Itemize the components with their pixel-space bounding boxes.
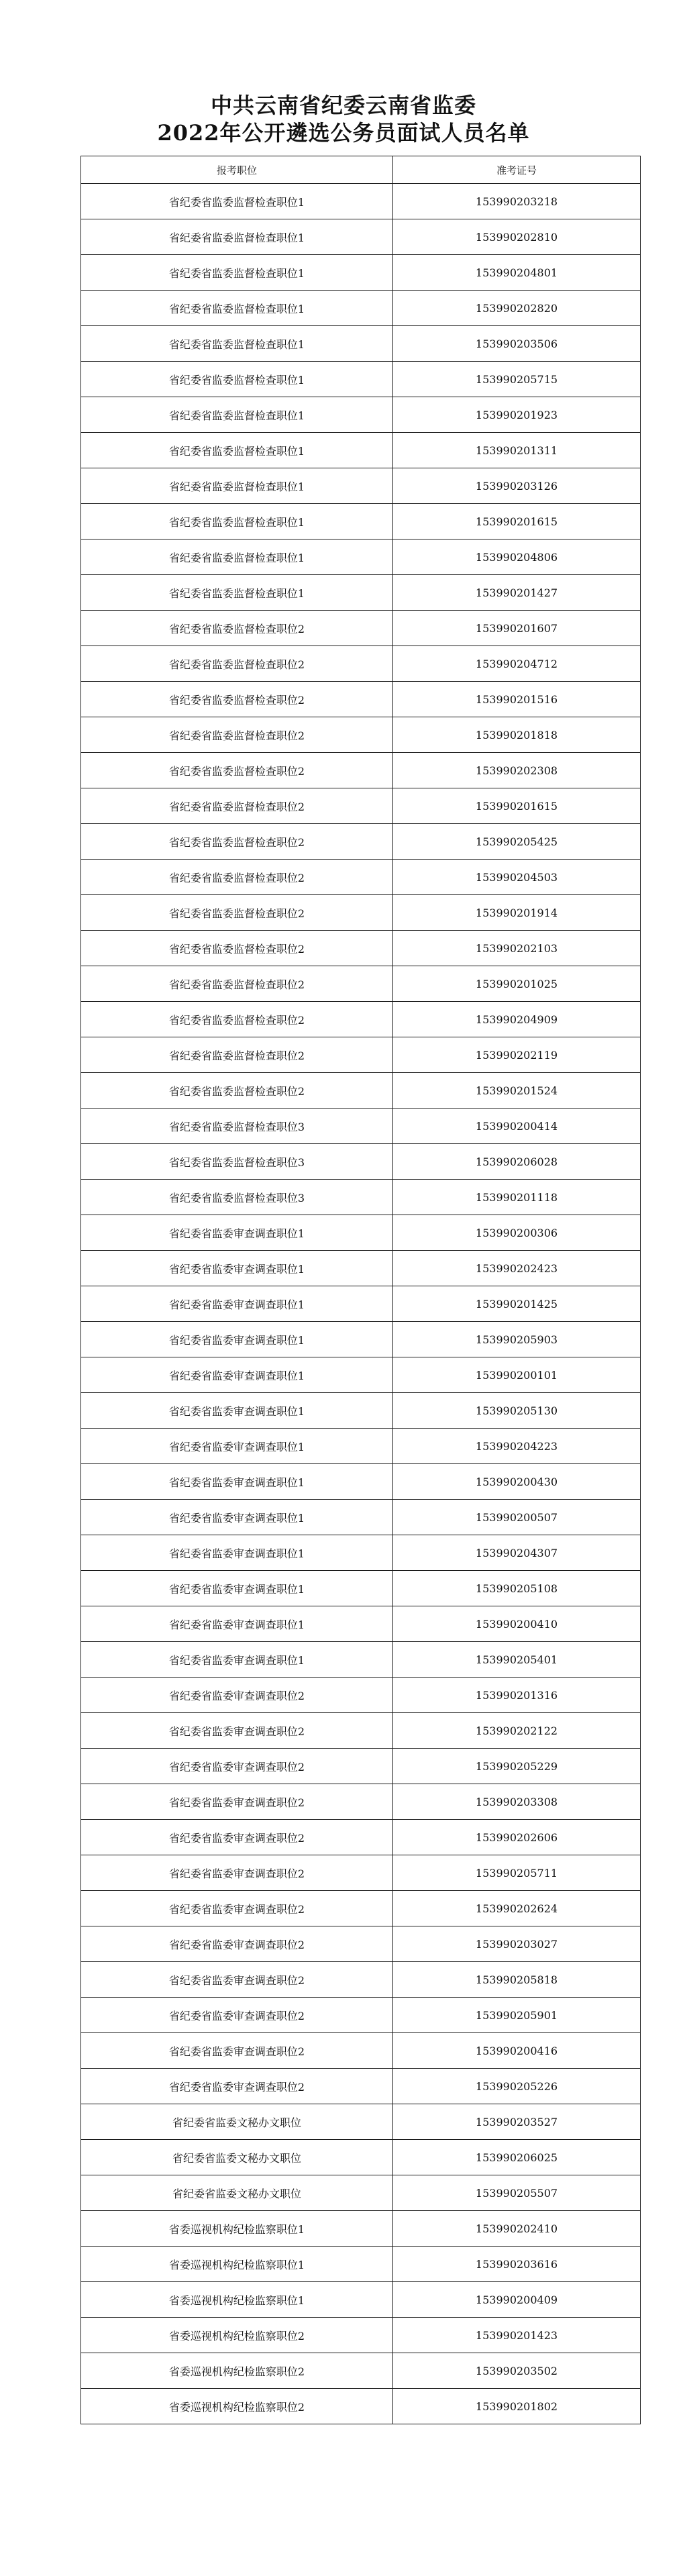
ticket-number-cell: 153990203027 xyxy=(393,1926,641,1962)
ticket-number-cell: 153990202423 xyxy=(393,1251,641,1286)
position-cell: 省纪委省监委监督检查职位3 xyxy=(81,1180,393,1215)
ticket-number-cell: 153990201311 xyxy=(393,433,641,468)
ticket-number-cell: 153990201615 xyxy=(393,504,641,539)
position-cell: 省纪委省监委监督检查职位2 xyxy=(81,1037,393,1073)
ticket-number-cell: 153990201923 xyxy=(393,397,641,433)
position-cell: 省纪委省监委审查调查职位2 xyxy=(81,1713,393,1749)
ticket-number-cell: 153990201802 xyxy=(393,2389,641,2424)
ticket-number-cell: 153990201316 xyxy=(393,1678,641,1713)
table-row xyxy=(81,1820,641,1855)
position-cell: 省纪委省监委监督检查职位2 xyxy=(81,753,393,788)
ticket-number-cell: 153990203506 xyxy=(393,326,641,362)
table-row xyxy=(81,2104,641,2140)
position-cell: 省纪委省监委监督检查职位1 xyxy=(81,362,393,397)
table-row xyxy=(81,2353,641,2389)
position-cell: 省纪委省监委监督检查职位1 xyxy=(81,255,393,291)
table-row xyxy=(81,1251,641,1286)
position-cell: 省纪委省监委监督检查职位2 xyxy=(81,966,393,1002)
table-row xyxy=(81,184,641,219)
table-row xyxy=(81,1571,641,1606)
position-cell: 省纪委省监委监督检查职位1 xyxy=(81,397,393,433)
position-cell: 省纪委省监委审查调查职位2 xyxy=(81,1926,393,1962)
ticket-number-cell: 153990204503 xyxy=(393,860,641,895)
ticket-number-cell: 153990200430 xyxy=(393,1464,641,1500)
ticket-number-cell: 153990201118 xyxy=(393,1180,641,1215)
table-row xyxy=(81,2175,641,2211)
ticket-number-cell: 153990205401 xyxy=(393,1642,641,1678)
table-row xyxy=(81,1073,641,1109)
ticket-number-cell: 153990205715 xyxy=(393,362,641,397)
ticket-number-cell: 153990201607 xyxy=(393,611,641,646)
position-cell: 省纪委省监委审查调查职位2 xyxy=(81,1998,393,2033)
table-row xyxy=(81,2318,641,2353)
position-cell: 省纪委省监委监督检查职位1 xyxy=(81,433,393,468)
table-row xyxy=(81,1429,641,1464)
ticket-number-cell: 153990203502 xyxy=(393,2353,641,2389)
ticket-number-cell: 153990203308 xyxy=(393,1784,641,1820)
table-row xyxy=(81,291,641,326)
table-row xyxy=(81,433,641,468)
ticket-number-cell: 153990204801 xyxy=(393,255,641,291)
table-row xyxy=(81,1855,641,1891)
ticket-number-cell: 153990205425 xyxy=(393,824,641,860)
ticket-number-cell: 153990202122 xyxy=(393,1713,641,1749)
position-cell: 省纪委省监委审查调查职位1 xyxy=(81,1215,393,1251)
ticket-number-cell: 153990200410 xyxy=(393,1606,641,1642)
position-cell: 省纪委省监委监督检查职位2 xyxy=(81,646,393,682)
ticket-number-cell: 153990204223 xyxy=(393,1429,641,1464)
ticket-number-cell: 153990200306 xyxy=(393,1215,641,1251)
table-body xyxy=(81,184,641,2424)
ticket-number-cell: 153990206028 xyxy=(393,1144,641,1180)
position-cell: 省委巡视机构纪检监察职位2 xyxy=(81,2318,393,2353)
table-row xyxy=(81,1322,641,1357)
table-row xyxy=(81,1891,641,1926)
position-cell: 省纪委省监委监督检查职位2 xyxy=(81,788,393,824)
ticket-number-cell: 153990203218 xyxy=(393,184,641,219)
position-cell: 省纪委省监委审查调查职位2 xyxy=(81,1855,393,1891)
table-row xyxy=(81,1144,641,1180)
position-cell: 省纪委省监委监督检查职位2 xyxy=(81,824,393,860)
ticket-number-cell: 153990205226 xyxy=(393,2069,641,2104)
table-row xyxy=(81,1713,641,1749)
table-row xyxy=(81,575,641,611)
ticket-number-cell: 153990205108 xyxy=(393,1571,641,1606)
position-cell: 省纪委省监委监督检查职位1 xyxy=(81,326,393,362)
position-cell: 省纪委省监委监督检查职位1 xyxy=(81,575,393,611)
table-row xyxy=(81,931,641,966)
ticket-number-cell: 153990201818 xyxy=(393,717,641,753)
table-row xyxy=(81,2282,641,2318)
ticket-number-cell: 153990204806 xyxy=(393,539,641,575)
table-row xyxy=(81,1464,641,1500)
table-row xyxy=(81,2069,641,2104)
position-cell: 省纪委省监委审查调查职位1 xyxy=(81,1571,393,1606)
position-cell: 省纪委省监委监督检查职位2 xyxy=(81,1002,393,1037)
table-row xyxy=(81,611,641,646)
ticket-number-cell: 153990202606 xyxy=(393,1820,641,1855)
ticket-number-cell: 153990200101 xyxy=(393,1357,641,1393)
ticket-number-cell: 153990203616 xyxy=(393,2247,641,2282)
ticket-number-cell: 153990205818 xyxy=(393,1962,641,1998)
table-row xyxy=(81,1357,641,1393)
table-row xyxy=(81,788,641,824)
table-row xyxy=(81,2033,641,2069)
position-cell: 省纪委省监委文秘办文职位 xyxy=(81,2104,393,2140)
table-row xyxy=(81,1215,641,1251)
position-cell: 省委巡视机构纪检监察职位2 xyxy=(81,2353,393,2389)
position-cell: 省委巡视机构纪检监察职位2 xyxy=(81,2389,393,2424)
ticket-number-cell: 153990200414 xyxy=(393,1109,641,1144)
position-cell: 省委巡视机构纪检监察职位1 xyxy=(81,2211,393,2247)
ticket-number-cell: 153990201425 xyxy=(393,1286,641,1322)
ticket-number-cell: 153990201524 xyxy=(393,1073,641,1109)
position-cell: 省纪委省监委审查调查职位2 xyxy=(81,1784,393,1820)
position-cell: 省纪委省监委监督检查职位1 xyxy=(81,539,393,575)
table-row xyxy=(81,539,641,575)
ticket-number-cell: 153990202119 xyxy=(393,1037,641,1073)
table-row xyxy=(81,1002,641,1037)
table-row xyxy=(81,717,641,753)
position-cell: 省纪委省监委监督检查职位2 xyxy=(81,1073,393,1109)
page-title-line-1: 中共云南省纪委云南省监委 xyxy=(210,93,476,118)
table-row xyxy=(81,753,641,788)
table-row xyxy=(81,1784,641,1820)
table-row xyxy=(81,1180,641,1215)
ticket-number-cell: 153990205130 xyxy=(393,1393,641,1429)
position-cell: 省纪委省监委审查调查职位2 xyxy=(81,2069,393,2104)
position-cell: 省纪委省监委监督检查职位1 xyxy=(81,291,393,326)
position-cell: 省纪委省监委审查调查职位1 xyxy=(81,1535,393,1571)
ticket-number-cell: 153990205901 xyxy=(393,1998,641,2033)
table-row xyxy=(81,2247,641,2282)
ticket-number-cell: 153990205903 xyxy=(393,1322,641,1357)
table-row xyxy=(81,646,641,682)
position-cell: 省纪委省监委审查调查职位2 xyxy=(81,1749,393,1784)
ticket-number-cell: 153990201025 xyxy=(393,966,641,1002)
table-row xyxy=(81,2389,641,2424)
table-row xyxy=(81,824,641,860)
table-row xyxy=(81,1926,641,1962)
position-cell: 省纪委省监委审查调查职位2 xyxy=(81,1820,393,1855)
column-header-ticket: 准考证号 xyxy=(393,156,641,184)
table-row xyxy=(81,1109,641,1144)
position-cell: 省纪委省监委审查调查职位2 xyxy=(81,1962,393,1998)
ticket-number-cell: 153990206025 xyxy=(393,2140,641,2175)
table-row xyxy=(81,682,641,717)
position-cell: 省纪委省监委审查调查职位1 xyxy=(81,1393,393,1429)
position-cell: 省纪委省监委监督检查职位2 xyxy=(81,611,393,646)
ticket-number-cell: 153990204712 xyxy=(393,646,641,682)
ticket-number-cell: 153990203527 xyxy=(393,2104,641,2140)
table-row xyxy=(81,1037,641,1073)
position-cell: 省纪委省监委审查调查职位1 xyxy=(81,1464,393,1500)
position-cell: 省纪委省监委监督检查职位1 xyxy=(81,184,393,219)
ticket-number-cell: 153990200507 xyxy=(393,1500,641,1535)
ticket-number-cell: 153990202308 xyxy=(393,753,641,788)
ticket-number-cell: 153990205507 xyxy=(393,2175,641,2211)
ticket-number-cell: 153990205229 xyxy=(393,1749,641,1784)
table-row xyxy=(81,326,641,362)
position-cell: 省纪委省监委监督检查职位1 xyxy=(81,468,393,504)
position-cell: 省纪委省监委监督检查职位3 xyxy=(81,1144,393,1180)
position-cell: 省纪委省监委审查调查职位1 xyxy=(81,1251,393,1286)
position-cell: 省纪委省监委文秘办文职位 xyxy=(81,2140,393,2175)
table-row xyxy=(81,1535,641,1571)
table-row xyxy=(81,860,641,895)
table-row xyxy=(81,1678,641,1713)
position-cell: 省纪委省监委审查调查职位2 xyxy=(81,1678,393,1713)
position-cell: 省委巡视机构纪检监察职位1 xyxy=(81,2282,393,2318)
position-cell: 省纪委省监委监督检查职位2 xyxy=(81,931,393,966)
ticket-number-cell: 153990201615 xyxy=(393,788,641,824)
position-cell: 省纪委省监委监督检查职位1 xyxy=(81,504,393,539)
table-row xyxy=(81,966,641,1002)
table-row xyxy=(81,895,641,931)
position-cell: 省纪委省监委审查调查职位2 xyxy=(81,2033,393,2069)
table-row xyxy=(81,397,641,433)
table-row xyxy=(81,2211,641,2247)
position-cell: 省纪委省监委监督检查职位2 xyxy=(81,717,393,753)
ticket-number-cell: 153990202820 xyxy=(393,291,641,326)
ticket-number-cell: 153990200409 xyxy=(393,2282,641,2318)
ticket-number-cell: 153990202810 xyxy=(393,219,641,255)
ticket-number-cell: 153990201914 xyxy=(393,895,641,931)
position-cell: 省纪委省监委监督检查职位2 xyxy=(81,895,393,931)
ticket-number-cell: 153990200416 xyxy=(393,2033,641,2069)
position-cell: 省纪委省监委监督检查职位2 xyxy=(81,860,393,895)
ticket-number-cell: 153990203126 xyxy=(393,468,641,504)
table-row xyxy=(81,1500,641,1535)
position-cell: 省委巡视机构纪检监察职位1 xyxy=(81,2247,393,2282)
column-header-position: 报考职位 xyxy=(81,156,393,184)
candidate-table xyxy=(81,156,641,2424)
table-header-row xyxy=(81,156,641,184)
page-title-line-2: 2022年公开遴选公务员面试人员名单 xyxy=(157,120,530,146)
ticket-number-cell: 153990202624 xyxy=(393,1891,641,1926)
position-cell: 省纪委省监委审查调查职位1 xyxy=(81,1500,393,1535)
table-row xyxy=(81,255,641,291)
position-cell: 省纪委省监委审查调查职位2 xyxy=(81,1891,393,1926)
table-row xyxy=(81,1393,641,1429)
position-cell: 省纪委省监委监督检查职位3 xyxy=(81,1109,393,1144)
position-cell: 省纪委省监委审查调查职位1 xyxy=(81,1642,393,1678)
position-cell: 省纪委省监委审查调查职位1 xyxy=(81,1286,393,1322)
table-row xyxy=(81,504,641,539)
ticket-number-cell: 153990202410 xyxy=(393,2211,641,2247)
table-row xyxy=(81,1286,641,1322)
table-row xyxy=(81,1749,641,1784)
table-row xyxy=(81,1606,641,1642)
position-cell: 省纪委省监委审查调查职位1 xyxy=(81,1429,393,1464)
table-row xyxy=(81,1962,641,1998)
position-cell: 省纪委省监委监督检查职位1 xyxy=(81,219,393,255)
ticket-number-cell: 153990201423 xyxy=(393,2318,641,2353)
table-row xyxy=(81,219,641,255)
table-row xyxy=(81,1642,641,1678)
ticket-number-cell: 153990202103 xyxy=(393,931,641,966)
position-cell: 省纪委省监委监督检查职位2 xyxy=(81,682,393,717)
table-row xyxy=(81,362,641,397)
ticket-number-cell: 153990204307 xyxy=(393,1535,641,1571)
ticket-number-cell: 153990204909 xyxy=(393,1002,641,1037)
ticket-number-cell: 153990201427 xyxy=(393,575,641,611)
position-cell: 省纪委省监委审查调查职位1 xyxy=(81,1357,393,1393)
position-cell: 省纪委省监委文秘办文职位 xyxy=(81,2175,393,2211)
ticket-number-cell: 153990205711 xyxy=(393,1855,641,1891)
position-cell: 省纪委省监委审查调查职位1 xyxy=(81,1322,393,1357)
ticket-number-cell: 153990201516 xyxy=(393,682,641,717)
table-row xyxy=(81,468,641,504)
table-row xyxy=(81,2140,641,2175)
position-cell: 省纪委省监委审查调查职位1 xyxy=(81,1606,393,1642)
table-row xyxy=(81,1998,641,2033)
